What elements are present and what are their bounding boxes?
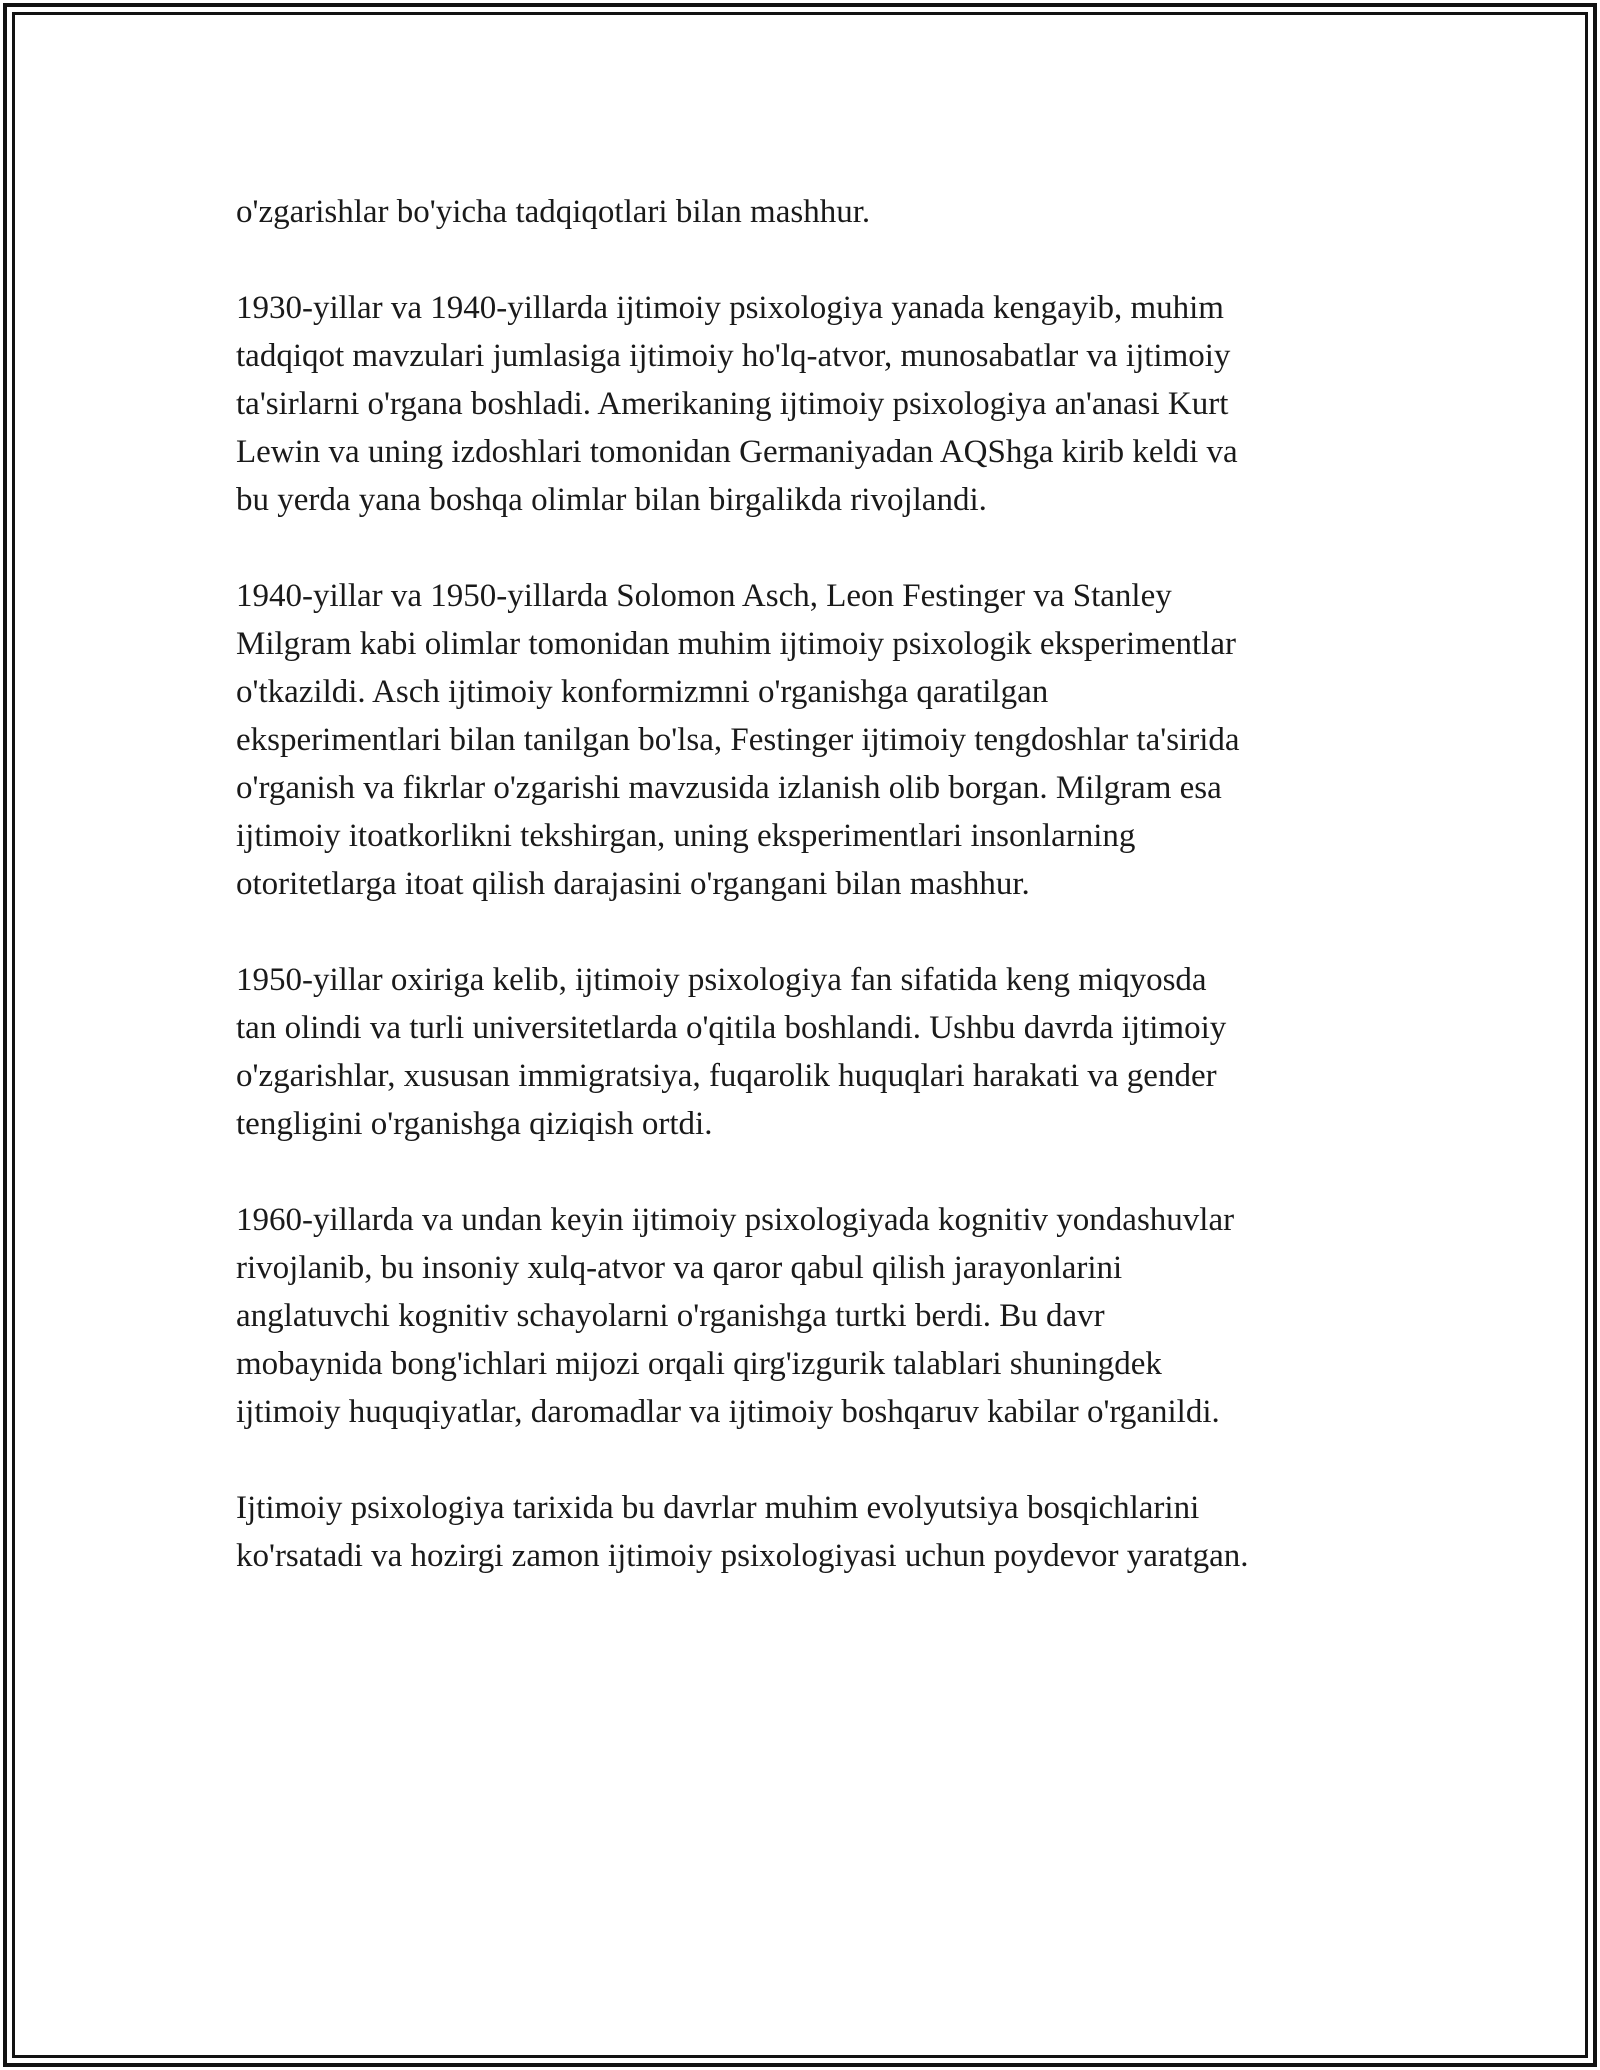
paragraph-2: 1930-yillar va 1940-yillarda ijtimoiy psixologiya yanada kengayib, muhim tadqiqot mavzulari jumlasiga ijtimoiy ho'lq-atvor, munosabatlar va ijtimoiy ta'sirlarni o'rgana boshladi. Amerikaning ijtimoiy psixologiya an'anasi Kurt Lewin va uning izdoshlari tomonidan Germaniyadan AQShga kirib keldi va bu yerda yana boshqa olimlar bilan birgalikda rivojlandi. (236, 290, 1238, 518)
paragraph-1: o'zgarishlar bo'yicha tadqiqotlari bilan mashhur. (236, 194, 871, 230)
paragraph-3: 1940-yillar va 1950-yillarda Solomon Asch, Leon Festinger va Stanley Milgram kabi olimlar tomonidan muhim ijtimoiy psixologik eksperimentlar o'tkazildi. Asch ijtimoiy konformizmni o'rganishga qaratilgan eksperimentlari bilan tanilgan bo'lsa, Festinger ijtimoiy tengdoshlar ta'sirida o'rganish va fikrlar o'zgarishi mavzusida izlanish olib borgan. Milgram esa ijtimoiy itoatkorlikni tekshirgan, uning eksperimentlari insonlarning otoritetlarga itoat qilish darajasini o'rgangani bilan mashhur. (236, 578, 1240, 902)
paragraph-5: 1960-yillarda va undan keyin ijtimoiy psixologiyada kognitiv yondashuvlar rivojlanib, bu insoniy xulq-atvor va qaror qabul qilish jarayonlarini anglatuvchi kognitiv schayolarni o'rganishga turtki berdi. Bu davr mobaynida bong'ichlari mijozi orqali qirg'izgurik talablari shuningdek ijtimoiy huquqiyatlar, daromadlar va ijtimoiy boshqaruv kabilar o'rganildi. (236, 1202, 1235, 1430)
document-body (236, 188, 1376, 1580)
paragraph-6: Ijtimoiy psixologiya tarixida bu davrlar muhim evolyutsiya bosqichlarini ko'rsatadi va hozirgi zamon ijtimoiy psixologiyasi uchun poydevor yaratgan. (236, 1490, 1249, 1574)
paragraph-4: 1950-yillar oxiriga kelib, ijtimoiy psixologiya fan sifatida keng miqyosda tan olindi va turli universitetlarda o'qitila boshlandi. Ushbu davrda ijtimoiy o'zgarishlar, xususan immigratsiya, fuqarolik huquqlari harakati va gender tengligini o'rganishga qiziqish ortdi. (236, 962, 1227, 1142)
